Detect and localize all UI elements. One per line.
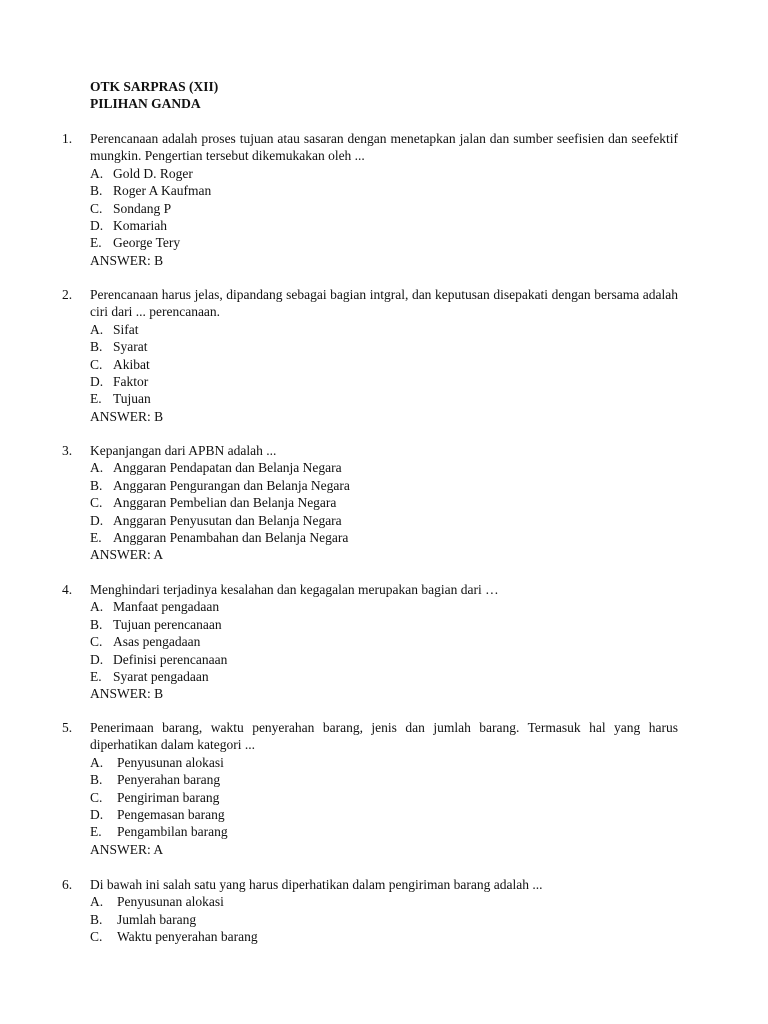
answer-key: ANSWER: B [90, 686, 164, 702]
question-number: 4. [62, 582, 73, 597]
question-4 [62, 581, 678, 703]
option-d: D. Definisi perencanaan [90, 651, 228, 667]
question-text: Menghindari terjadinya kesalahan dan kegagalan merupakan bagian dari … [90, 582, 499, 597]
document-header [90, 78, 218, 112]
question-2 [62, 286, 678, 425]
options-list [90, 893, 678, 945]
question-number: 2. [62, 287, 73, 302]
option-a: A. Manfaat pengadaan [90, 599, 220, 615]
question-number: 6. [62, 877, 73, 892]
options-list [90, 321, 678, 408]
option-a: A. Penyusunan alokasi [90, 754, 224, 770]
options-list [90, 754, 678, 841]
option-a: A. Sifat [90, 321, 139, 337]
option-b: B. Penyerahan barang [90, 772, 221, 788]
question-5 [62, 719, 678, 858]
option-c: C. Asas pengadaan [90, 634, 201, 650]
question-6 [62, 876, 678, 946]
option-b: B. Roger A Kaufman [90, 183, 212, 199]
answer-key: ANSWER: B [90, 252, 164, 268]
option-d: D. Faktor [90, 374, 149, 390]
option-c: C. Waktu penyerahan barang [90, 929, 258, 945]
options-list [90, 459, 678, 546]
document-subtitle: PILIHAN GANDA [90, 96, 201, 111]
option-a: A. Gold D. Roger [90, 165, 193, 181]
question-text: Di bawah ini salah satu yang harus diperhatikan dalam pengiriman barang adalah ... [90, 877, 543, 892]
question-text: Penerimaan barang, waktu penyerahan barang, jenis dan jumlah barang. Termasuk hal yang harus diperhatikan dalam kategori ... [90, 720, 678, 753]
option-e: E. Pengambilan barang [90, 824, 228, 840]
option-b: B. Syarat [90, 339, 148, 355]
option-e: E. Tujuan [90, 391, 151, 407]
question-1 [62, 130, 678, 269]
option-c: C. Akibat [90, 356, 150, 372]
option-a: A. Penyusunan alokasi [90, 894, 224, 910]
answer-key: ANSWER: B [90, 408, 164, 424]
question-text: Perencanaan harus jelas, dipandang sebagai bagian intgral, dan keputusan disepakati dengan bersama adalah ciri dari ... perencanaan. [90, 287, 678, 320]
option-d: D. Pengemasan barang [90, 807, 225, 823]
option-b: B. Tujuan perencanaan [90, 616, 222, 632]
option-d: D. Komariah [90, 218, 167, 234]
option-c: C. Anggaran Pembelian dan Belanja Negara [90, 495, 337, 511]
answer-key: ANSWER: A [90, 547, 164, 563]
option-c: C. Sondang P [90, 200, 172, 216]
question-number: 3. [62, 443, 73, 458]
options-list [90, 165, 678, 252]
options-list [90, 598, 678, 685]
option-c: C. Pengiriman barang [90, 789, 220, 805]
option-e: E. George Tery [90, 235, 181, 251]
question-text: Kepanjangan dari APBN adalah ... [90, 443, 277, 458]
document-title: OTK SARPRAS (XII) [90, 79, 219, 94]
option-e: E. Syarat pengadaan [90, 669, 209, 685]
option-b: B. Anggaran Pengurangan dan Belanja Negara [90, 477, 350, 493]
question-3 [62, 442, 678, 564]
question-number: 5. [62, 720, 73, 735]
option-a: A. Anggaran Pendapatan dan Belanja Negara [90, 460, 342, 476]
question-text: Perencanaan adalah proses tujuan atau sasaran dengan menetapkan jalan dan sumber seefisien dan seefektif mungkin. Pengertian tersebut dikemukakan oleh ... [90, 131, 678, 164]
option-b: B. Jumlah barang [90, 911, 197, 927]
option-e: E. Anggaran Penambahan dan Belanja Negara [90, 530, 349, 546]
answer-key: ANSWER: A [90, 841, 164, 857]
option-d: D. Anggaran Penyusutan dan Belanja Negara [90, 512, 342, 528]
question-number: 1. [62, 131, 73, 146]
